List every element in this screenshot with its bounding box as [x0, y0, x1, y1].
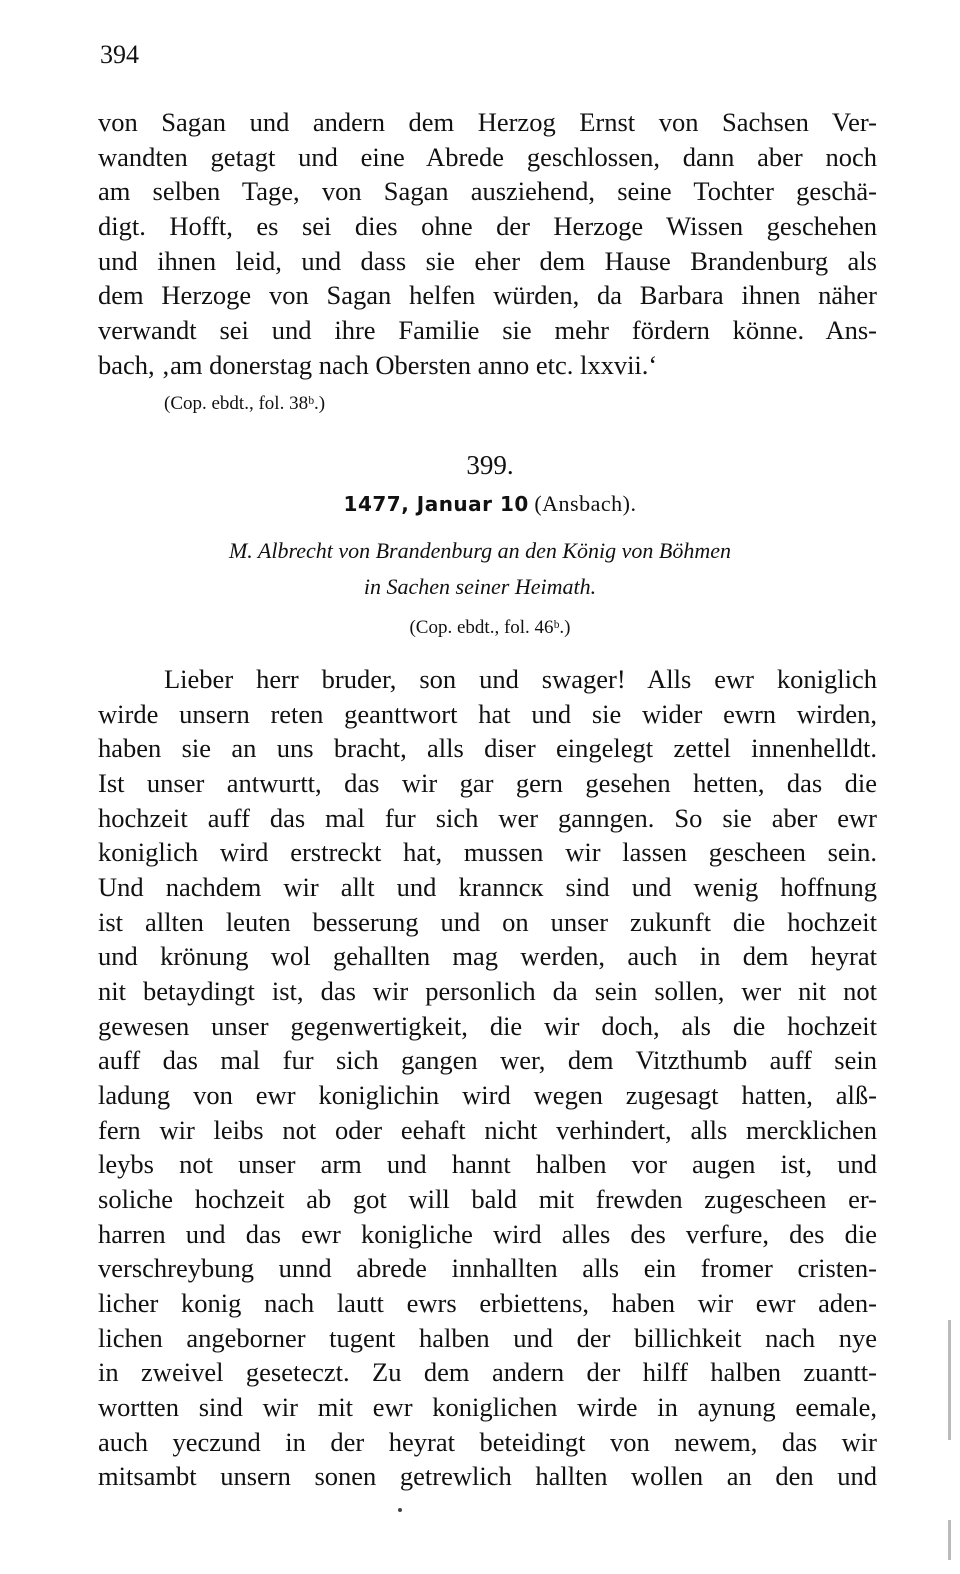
- document-date: 1477, Januar 10: [343, 492, 529, 516]
- text-line: von Sagan und andern dem Herzog Ernst von Sachsen Ver-: [98, 107, 877, 137]
- ink-speck: [398, 1508, 402, 1512]
- text-line: am selben Tage, von Sagan ausziehend, seine Tochter geschä-: [98, 176, 877, 206]
- text-line: gewesen unser gegenwertigkeit, die wir doch, als die hochzeit: [98, 1011, 877, 1041]
- text-line: leybs not unser arm und hannt halben vor augen ist, und: [98, 1149, 877, 1179]
- text-line: bach, ‚am donerstag nach Obersten anno etc. lxxvii.‘: [98, 350, 658, 380]
- text-line: fern wir leibs not oder eehaft nicht verhindert, alls mercklichen: [98, 1115, 877, 1145]
- text-line: Ist unser antwurtt, das wir gar gern gesehen hetten, das die: [98, 768, 877, 798]
- scan-edge-mark: [948, 1320, 951, 1440]
- text-line: wandten getagt und eine Abrede geschlossen, dann aber noch: [98, 142, 877, 172]
- text-line: soliche hochzeit ab got will bald mit frewden zugescheen er-: [98, 1184, 877, 1214]
- text-line: lichen angeborner tugent halben und der billichkeit nach nye: [98, 1323, 877, 1353]
- scan-edge-mark: [948, 1520, 951, 1560]
- text-line: wortten sind wir mit ewr koniglichen wirde in aynung eemale,: [98, 1392, 877, 1422]
- document-summary-line-2: in Sachen seiner Heimath.: [363, 574, 597, 599]
- text-line: auff das mal fur sich gangen wer, dem Vitzthumb auff sein: [98, 1045, 877, 1075]
- text-line: nit betaydingt ist, das wir personlich da sein sollen, wer nit not: [98, 976, 877, 1006]
- text-line: verwandt sei und ihre Familie sie mehr fördern könne. Ans-: [98, 315, 877, 345]
- text-line: mitsambt unsern sonen getrewlich hallten wollen an den und: [98, 1461, 877, 1491]
- text-line: und krönung wol gehallten mag werden, auch in dem heyrat: [98, 941, 877, 971]
- text-line: ladung von ewr koniglichin wird wegen zugesagt hatten, alß-: [98, 1080, 877, 1110]
- text-line: wirde unsern reten geanttwort hat und sie wider ewrn wirden,: [98, 699, 877, 729]
- text-line: licher konig nach lautt ewrs erbiettens, haben wir ewr aden-: [98, 1288, 877, 1318]
- source-citation: (Cop. ebdt., fol. 38ᵇ.): [164, 393, 326, 414]
- text-line: koniglich wird erstreckt hat, mussen wir lassen gescheen sein.: [98, 837, 877, 867]
- document-date-line: [0, 491, 960, 517]
- document-citation: (Cop. ebdt., fol. 46ᵇ.): [409, 617, 571, 638]
- text-line: dem Herzoge von Sagan helfen würden, da Barbara ihnen näher: [98, 280, 877, 310]
- text-line: auch yeczund in der heyrat beteidingt von newem, das wir: [98, 1427, 877, 1457]
- page-number: 394: [100, 40, 139, 69]
- text-line: und ihnen leid, und dass sie eher dem Hause Brandenburg als: [98, 246, 877, 276]
- document-place: (Ansbach).: [534, 491, 637, 516]
- document-number: 399.: [466, 450, 514, 480]
- text-line: in zweivel geseteczt. Zu dem andern der hilff halben zuantt-: [98, 1357, 877, 1387]
- text-line: harren und das ewr konigliche wird alles des verfure, des die: [98, 1219, 877, 1249]
- text-line: Und nachdem wir allt und kranncк sind und wenig hoffnung: [98, 872, 877, 902]
- text-line: ist allten leuten besserung und on unser zukunft die hochzeit: [98, 907, 877, 937]
- text-line: digt. Hofft, es sei dies ohne der Herzoge Wissen geschehen: [98, 211, 877, 241]
- text-line: haben sie an uns bracht, alls diser eingelegt zettel innenhelldt.: [98, 733, 877, 763]
- text-line: Lieber herr bruder, son und swager! Alls ewr koniglich: [164, 664, 877, 694]
- text-line: hochzeit auff das mal fur sich wer ganngen. So sie aber ewr: [98, 803, 877, 833]
- document-summary-line-1: M. Albrecht von Brandenburg an den König von Böhmen: [228, 538, 732, 563]
- text-line: verschreybung unnd abrede innhallten alls ein fromer cristen-: [98, 1253, 877, 1283]
